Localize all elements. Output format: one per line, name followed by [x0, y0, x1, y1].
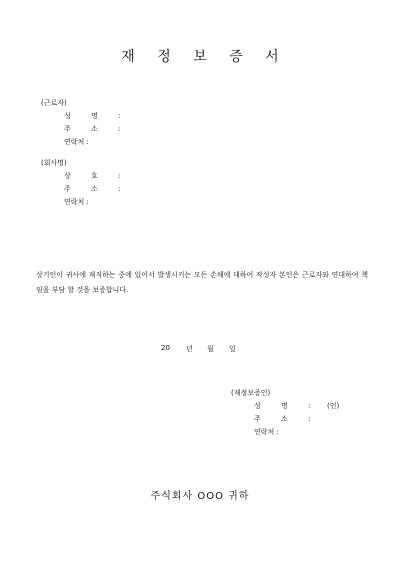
date-day-label: 일	[229, 345, 236, 353]
worker-address-label: 주 소 :	[64, 125, 130, 133]
company-contact-label: 연락처 :	[64, 198, 89, 206]
guarantor-seal-label: (인)	[327, 402, 340, 410]
date-year-label: 년	[186, 345, 193, 353]
guarantor-address-label: 주 소 :	[254, 415, 320, 423]
closing-addressee: 주식회사 OOO 귀하	[150, 491, 250, 502]
guarantee-statement: 상기인이 귀사에 재직하는 중에 있어서 발생시키는 모든 손해에 대하여 작성자 본인은 근로자와 연대하여 책임을 부담 할 것을 보증합니다.	[36, 271, 368, 294]
company-address-label: 주 소 :	[64, 185, 130, 193]
date-month-label: 월	[207, 345, 214, 353]
company-section-heading: (회사명)	[41, 159, 67, 167]
worker-contact-label: 연락처 :	[64, 138, 89, 146]
worker-section-heading: (근로자)	[41, 99, 67, 107]
company-trade-name-label: 상 호 :	[64, 172, 130, 180]
date-year-prefix: 20	[161, 344, 170, 352]
guarantor-contact-label: 연락처 :	[254, 428, 279, 436]
guarantor-name-label: 성 명 :	[254, 402, 320, 410]
document-title: 재 정 보 증 서	[121, 49, 288, 65]
guarantor-section-heading: (재정보증인)	[231, 389, 271, 397]
worker-name-label: 성 명 :	[64, 112, 130, 120]
